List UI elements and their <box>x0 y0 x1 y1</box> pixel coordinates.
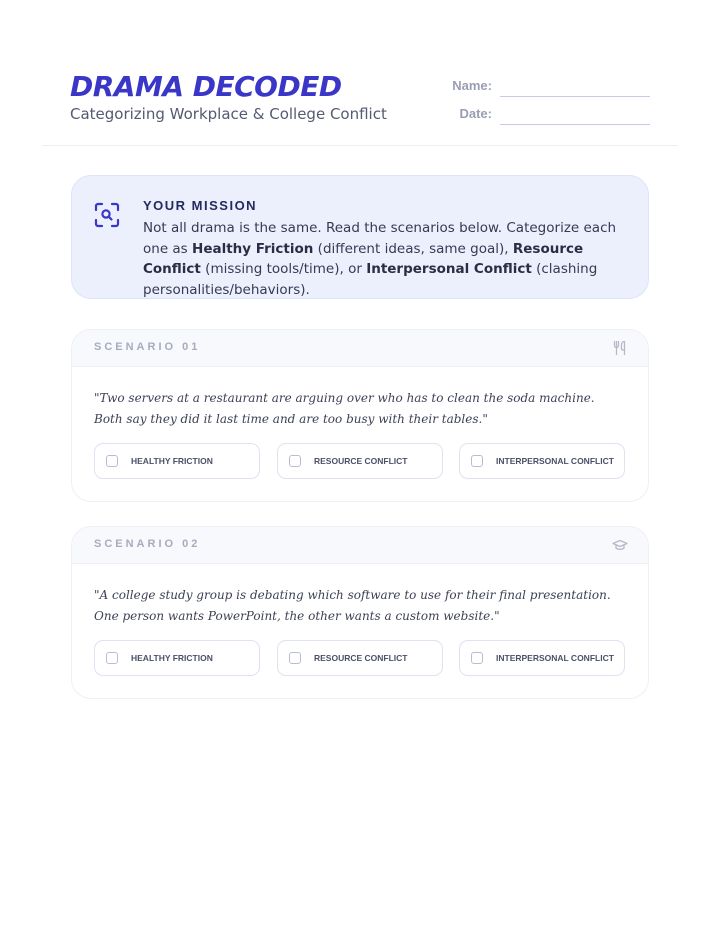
checkbox[interactable] <box>289 652 301 664</box>
name-line[interactable] <box>500 96 650 97</box>
scenario-header <box>72 330 648 367</box>
scenario-header <box>72 527 648 564</box>
option-label: HEALTHY FRICTION <box>131 456 213 466</box>
checkbox[interactable] <box>471 652 483 664</box>
option-label: RESOURCE CONFLICT <box>314 456 408 466</box>
term-interpersonal-conflict: Interpersonal Conflict <box>366 261 532 277</box>
scenario-card <box>71 526 649 699</box>
option-resource-conflict[interactable] <box>277 443 443 479</box>
term-resource-conflict: Resource Conflict <box>143 240 584 277</box>
option-healthy-friction[interactable] <box>94 443 260 479</box>
scenario-card <box>71 329 649 502</box>
date-label: Date: <box>459 106 492 121</box>
desc-healthy-friction: (different ideas, same goal), <box>313 240 513 257</box>
utensils-icon <box>612 340 628 356</box>
option-interpersonal-conflict[interactable] <box>459 640 625 676</box>
category-options <box>94 443 628 481</box>
name-label: Name: <box>452 78 492 93</box>
option-resource-conflict[interactable] <box>277 640 443 676</box>
scenario-label: SCENARIO 01 <box>94 341 201 353</box>
checkbox[interactable] <box>471 455 483 467</box>
name-field[interactable] <box>420 78 650 98</box>
option-label: INTERPERSONAL CONFLICT <box>496 653 614 663</box>
page-title: DRAMA DECODED <box>70 70 342 103</box>
term-healthy-friction: Healthy Friction <box>192 240 314 257</box>
graduation-cap-icon <box>612 537 628 553</box>
desc-interpersonal-conflict: (clashing personalities/behaviors). <box>143 261 598 298</box>
scan-search-icon <box>94 202 120 228</box>
checkbox[interactable] <box>289 455 301 467</box>
checkbox[interactable] <box>106 455 118 467</box>
option-healthy-friction[interactable] <box>94 640 260 676</box>
option-label: RESOURCE CONFLICT <box>314 653 408 663</box>
option-interpersonal-conflict[interactable] <box>459 443 625 479</box>
mission-heading: YOUR MISSION <box>143 198 258 213</box>
option-label: HEALTHY FRICTION <box>131 653 213 663</box>
worksheet-header <box>70 66 650 126</box>
desc-resource-conflict: (missing tools/time), or <box>200 261 367 277</box>
mission-box <box>71 175 649 299</box>
date-line[interactable] <box>500 124 650 125</box>
mission-intro: Not all drama is the same. Read the scenarios below. Categorize each one as <box>143 220 617 257</box>
page-subtitle: Categorizing Workplace & College Conflict <box>70 105 387 123</box>
date-field[interactable] <box>420 106 650 126</box>
scenario-label: SCENARIO 02 <box>94 538 201 550</box>
scenario-quote: "Two servers at a restaurant are arguing over who has to clean the soda machine. Both say they did it last time and are too busy with their tables." <box>94 391 595 426</box>
option-label: INTERPERSONAL CONFLICT <box>496 456 614 466</box>
mission-instructions <box>143 218 623 300</box>
checkbox[interactable] <box>106 652 118 664</box>
header-divider <box>42 145 678 146</box>
scenario-quote: "A college study group is debating which software to use for their final presentation. One person wants PowerPoint, the other wants a custom website." <box>94 588 611 623</box>
category-options <box>94 640 628 678</box>
